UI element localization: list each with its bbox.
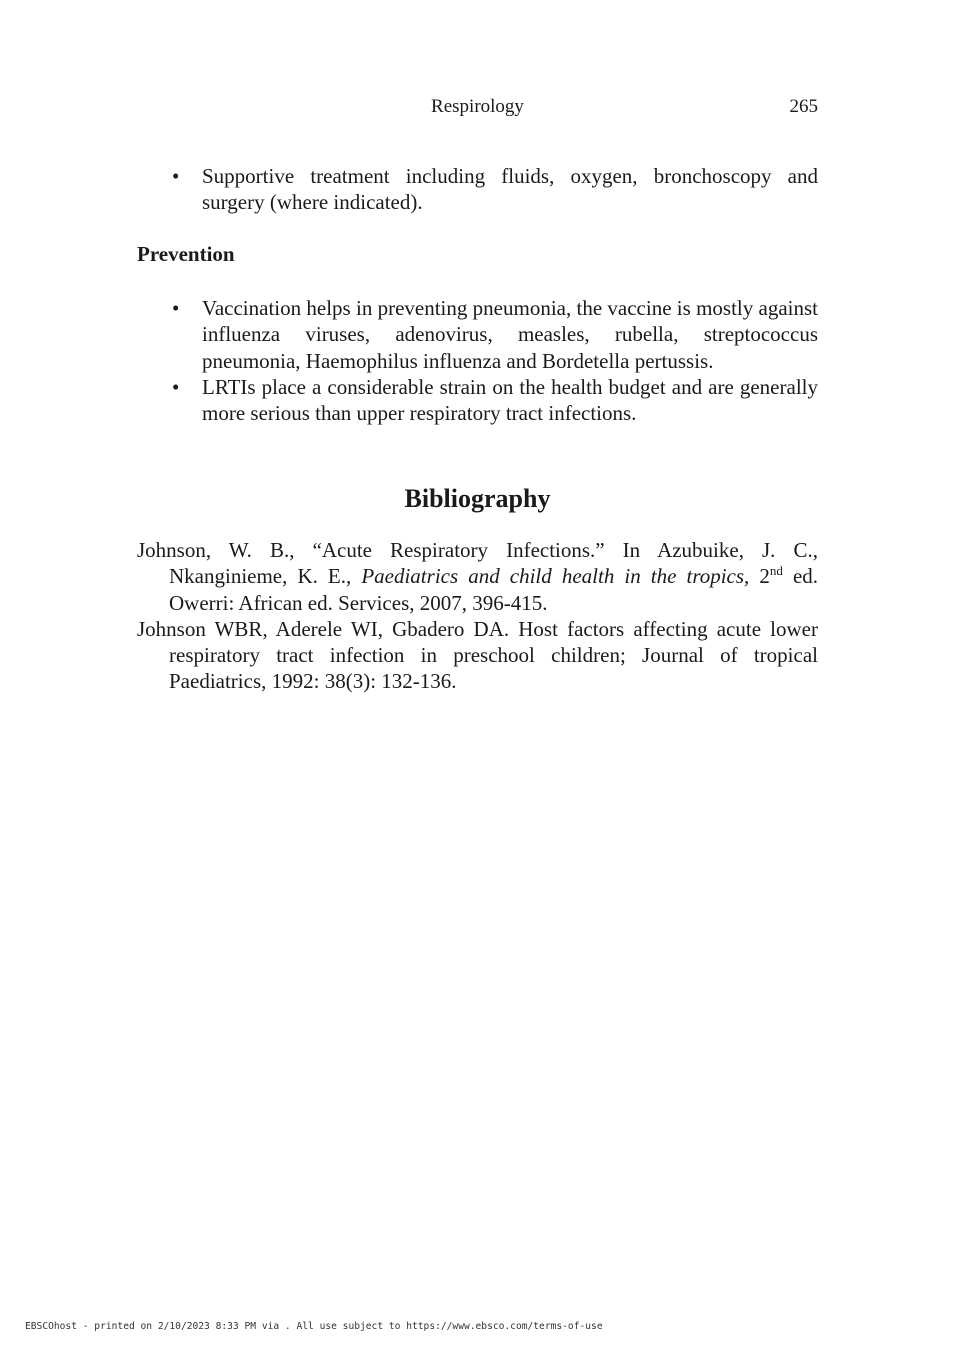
reference-text: Johnson, W. B., “Acute Respiratory Infections.” In Azubuike, J. C., Nkanginieme, K. E., [137, 538, 818, 589]
reference-text: Johnson WBR, Aderele WI, Gbadero DA. Host factors affecting acute lower respiratory tract infection in preschool children; Journal of tropical Paediatrics, 1992: 38(3): 132-136. [137, 616, 818, 694]
reference-text: ed. Owerri: African ed. Services, 2007, 396-415. [169, 564, 819, 615]
page-number: 265 [789, 96, 818, 117]
print-footer: EBSCOhost - printed on 2/10/2023 8:33 PM via . All use subject to https://www.ebsco.com/terms-of-use [25, 1321, 603, 1332]
running-title: Respirology [431, 96, 524, 117]
reference-book-title: Paediatrics and child health in the tropics, [361, 564, 750, 589]
list-item-text: Vaccination helps in preventing pneumonia, the vaccine is mostly against influenza viruses, adenovirus, measles, rubella, streptococcus pneumonia, Haemophilus influenza and Bordetella pertussis. [202, 296, 818, 373]
list-item [137, 163, 818, 216]
bullet-icon: • [172, 164, 180, 188]
list-item-text: Supportive treatment including fluids, oxygen, bronchoscopy and surgery (where indicated). [202, 164, 818, 215]
bullet-icon: • [172, 374, 180, 399]
treatment-list [137, 163, 818, 216]
reference-edition: 2 [749, 564, 770, 589]
bullet-icon: • [172, 296, 180, 320]
reference-entry [137, 616, 818, 695]
reference-entry [137, 537, 818, 616]
edition-superscript: nd [769, 563, 783, 579]
list-item-text: LRTIs place a considerable strain on the health budget and are generally more serious than upper respiratory tract infections. [202, 374, 818, 426]
list-item [137, 374, 818, 427]
prevention-list [137, 295, 818, 426]
running-header [137, 96, 818, 122]
list-item [137, 295, 818, 374]
bibliography-heading: Bibliography [404, 484, 551, 513]
section-heading-prevention: Prevention [137, 242, 235, 266]
reference-list [137, 537, 818, 695]
